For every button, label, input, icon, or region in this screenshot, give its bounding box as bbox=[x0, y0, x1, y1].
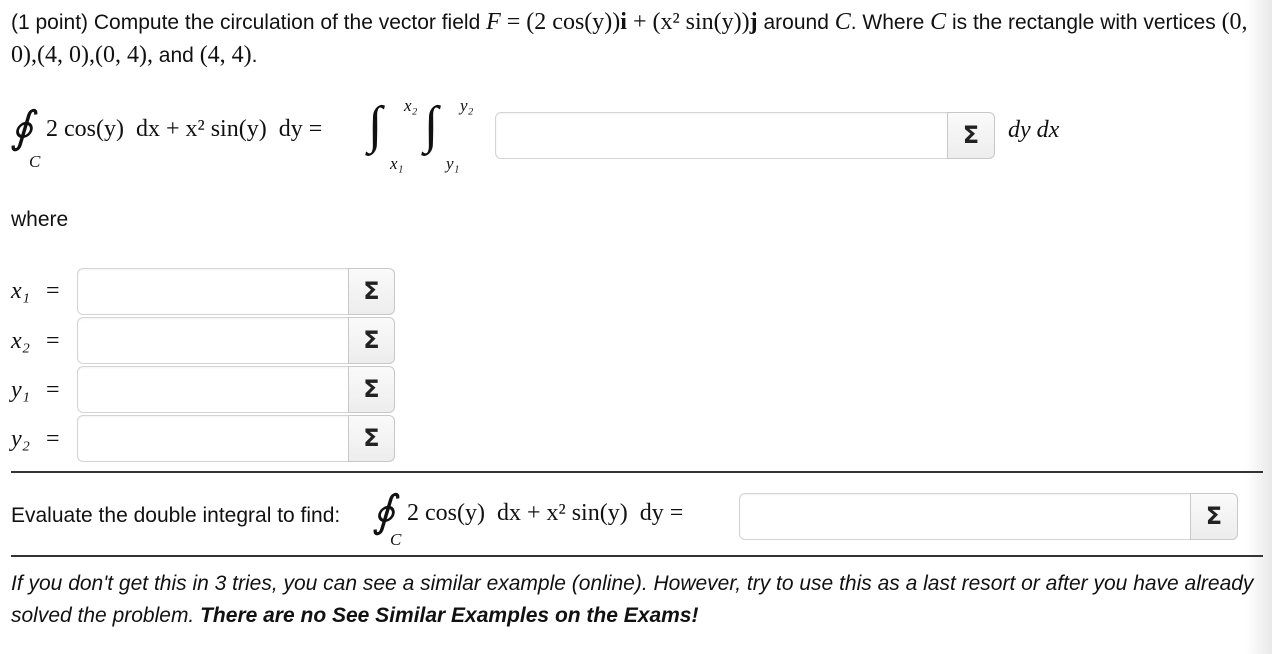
where-label: where bbox=[11, 208, 69, 231]
evaluate-contour-integral-sign: ∮ bbox=[372, 487, 395, 536]
x1-equation-editor-button[interactable] bbox=[348, 268, 395, 315]
x1-input[interactable] bbox=[77, 268, 351, 315]
final-answer-input[interactable] bbox=[739, 493, 1193, 540]
y1-equation-editor-button[interactable] bbox=[348, 366, 395, 413]
evaluate-contour-subscript: C bbox=[390, 530, 402, 549]
inner-lower-limit: y₁ bbox=[446, 154, 460, 173]
final-answer-equation-editor-button[interactable] bbox=[1190, 493, 1238, 540]
evaluate-label: Evaluate the double integral to find: bbox=[11, 504, 341, 527]
integrand-answer-input[interactable] bbox=[495, 112, 949, 159]
bound-label-y2: y₂ bbox=[11, 426, 30, 452]
section-divider-bottom bbox=[11, 555, 1263, 557]
sigma-icon: Σ bbox=[363, 424, 380, 452]
outer-lower-limit: x₁ bbox=[390, 154, 404, 173]
section-divider-top bbox=[11, 471, 1263, 473]
sigma-icon: Σ bbox=[962, 121, 980, 149]
inner-upper-limit: y₂ bbox=[460, 96, 474, 115]
contour-integral-sign: ∮ bbox=[10, 103, 33, 152]
contour-subscript: C bbox=[29, 152, 41, 171]
x2-equation-editor-button[interactable] bbox=[348, 317, 395, 364]
differentials-label: dy dx bbox=[1008, 117, 1060, 143]
integrand-equation-editor-button[interactable] bbox=[947, 112, 995, 159]
y2-equation-editor-button[interactable] bbox=[348, 415, 395, 462]
bound-label-x1: x₁ bbox=[11, 278, 30, 304]
hint-note bbox=[11, 568, 1263, 632]
problem-statement: (1 point) Compute the circulation of the vector field F = (2 cos(y))i + (x² sin(y))j around C. Where C is the rectangle with vertices (0, 0),(4, 0),(0, 4), and (4, 4). bbox=[11, 9, 1248, 68]
outer-upper-limit: x₂ bbox=[404, 96, 418, 115]
y2-input[interactable] bbox=[77, 415, 351, 462]
outer-integral-sign: ∫ bbox=[368, 97, 383, 154]
sigma-icon: Σ bbox=[363, 326, 380, 354]
inner-integral-sign: ∫ bbox=[424, 97, 439, 154]
bound-label-x2: x₂ bbox=[11, 328, 30, 354]
line-integral-expression: 2 cos(y) dx + x² sin(y) dy = bbox=[46, 116, 323, 142]
hint-note-emphasis: There are no See Similar Examples on the Exams! bbox=[200, 604, 699, 627]
points-label: (1 point) bbox=[11, 11, 89, 34]
vector-field-expression: F = (2 cos(y))i + (x² sin(y))j bbox=[486, 9, 758, 35]
sigma-icon: Σ bbox=[363, 277, 380, 305]
y1-input[interactable] bbox=[77, 366, 351, 413]
evaluate-integrand-expression: 2 cos(y) dx + x² sin(y) dy = bbox=[407, 500, 684, 526]
bound-label-y1: y₁ bbox=[11, 377, 30, 403]
hint-note-text: If you don't get this in 3 tries, you can see a similar example (online). However, try to use this as a last resort or after you have already solved the problem. bbox=[11, 572, 1254, 627]
x2-input[interactable] bbox=[77, 317, 351, 364]
vertices-list: (0, 0),(4, 0),(0, 4), bbox=[11, 9, 1248, 68]
sigma-icon: Σ bbox=[363, 375, 380, 403]
sigma-icon: Σ bbox=[1205, 502, 1223, 530]
